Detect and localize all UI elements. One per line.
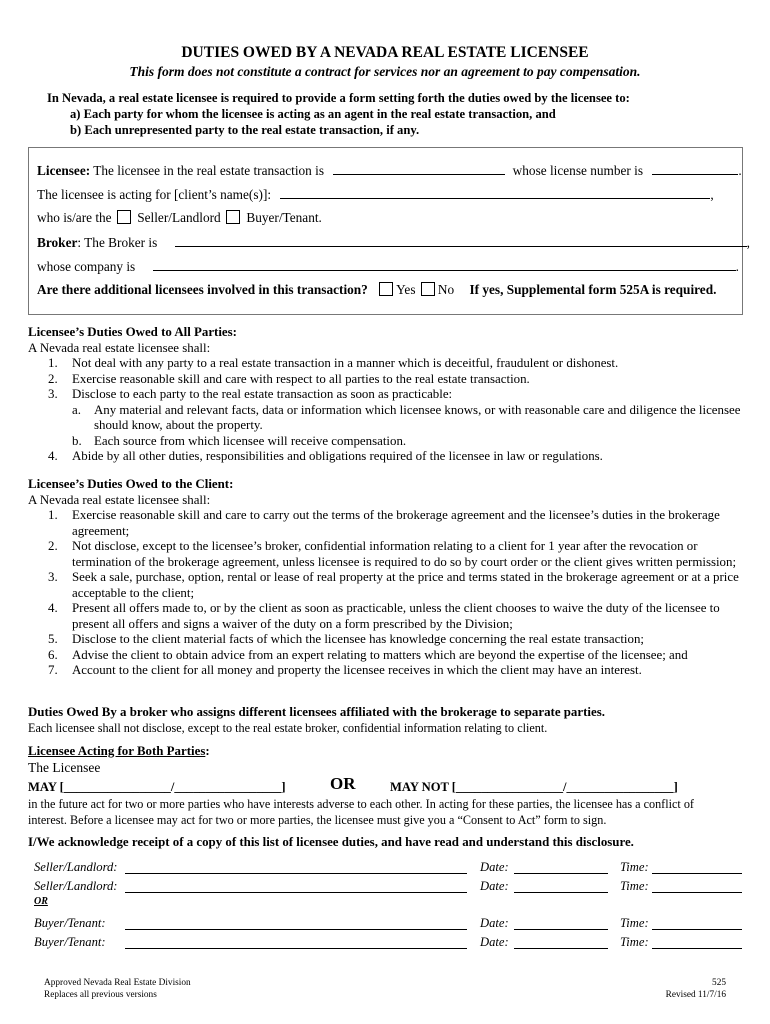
company-name-field[interactable]: [153, 258, 736, 271]
date-field[interactable]: [514, 873, 608, 874]
broker-text: : The Broker is: [77, 235, 158, 250]
date-field[interactable]: [514, 929, 608, 930]
buyer-signature-label-1: Buyer/Tenant:: [34, 916, 106, 930]
broker-row: [37, 234, 750, 251]
time-label: Time:: [620, 916, 649, 930]
seller-signature-label-1: Seller/Landlord:: [34, 860, 118, 874]
yes-label: Yes: [396, 282, 416, 297]
broker-name-field[interactable]: [175, 234, 747, 247]
licensee-text: The licensee in the real estate transaction is: [93, 163, 325, 178]
footer-replaces: Replaces all previous versions: [44, 989, 157, 1000]
may-option[interactable]: MAY [_________________/_________________]: [28, 780, 286, 794]
acting-for-text: The licensee is acting for [client’s name(s)]:: [37, 187, 272, 202]
license-number-period: .: [738, 163, 742, 178]
who-is-text: who is/are the: [37, 210, 112, 225]
time-field[interactable]: [652, 929, 742, 930]
list-item: 3. Seek a sale, purchase, option, rental or lease of real property at the price and terms stated in the brokerage agreement or at a price acceptable to the client;: [48, 570, 739, 600]
license-number-field[interactable]: [652, 162, 738, 175]
list-item: 6. Advise the client to obtain advice from an expert relating to matters which are beyond the expertise of the licensee; and: [48, 647, 688, 662]
yes-checkbox[interactable]: [379, 282, 393, 296]
no-label: No: [437, 282, 455, 297]
list-subitem: a. Any material and relevant facts, data or information which licensee knows, or with reasonable care and diligence the licensee should know, about the property.: [72, 402, 741, 432]
time-label: Time:: [620, 879, 649, 893]
or-separator: OR: [34, 896, 48, 907]
list-item: 5. Disclose to the client material facts of which the licensee has knowledge concerning the real estate transaction;: [48, 632, 644, 646]
date-label: Date:: [480, 860, 509, 874]
client-name-field[interactable]: [280, 186, 710, 199]
list-item: 7. Account to the client for all money and property the licensee receives in which the client may have an interest.: [48, 663, 642, 677]
all-parties-lead: A Nevada real estate licensee shall:: [28, 340, 211, 355]
footer-left: [44, 978, 191, 1001]
may-not-option[interactable]: MAY NOT [_________________/_________________]: [390, 780, 678, 794]
buyer-tenant-label: Buyer/Tenant.: [246, 210, 322, 225]
licensee-label: Licensee:: [37, 163, 91, 178]
revision-date: Revised 11/7/16: [665, 989, 726, 1000]
client-duties-lead: A Nevada real estate licensee shall:: [28, 492, 211, 507]
broker-duties-text: Each licensee shall not disclose, except to the real estate broker, confidential information relating to client.: [28, 720, 548, 735]
time-field[interactable]: [652, 948, 742, 949]
broker-label: Broker: [37, 235, 78, 250]
licensee-name-field[interactable]: [333, 162, 505, 175]
seller-signature-line-2[interactable]: [125, 892, 467, 893]
intro-item-a: a) Each party for whom the licensee is acting as an agent in the real estate transaction, and: [70, 107, 556, 121]
broker-duties-section: [28, 705, 748, 736]
list-subitem: b. Each source from which licensee will receive compensation.: [72, 433, 407, 448]
seller-landlord-label: Seller/Landlord: [137, 210, 221, 225]
form-subtitle: This form does not constitute a contract for services nor an agreement to pay compensation.: [129, 64, 641, 79]
may-not-row: [390, 780, 678, 795]
date-field[interactable]: [514, 892, 608, 893]
footer-approved: Approved Nevada Real Estate Division: [44, 978, 191, 988]
license-number-text: whose license number is: [512, 163, 644, 178]
seller-signature-line-1[interactable]: [125, 873, 467, 874]
acknowledgement-text: I/We acknowledge receipt of a copy of this list of licensee duties, and have read and understand this disclosure.: [28, 835, 634, 849]
client-duties-heading: Licensee’s Duties Owed to the Client:: [28, 477, 234, 491]
seller-landlord-checkbox[interactable]: [117, 210, 131, 224]
the-licensee-label: The Licensee: [28, 759, 101, 775]
company-text: whose company is: [37, 259, 136, 274]
seller-signature-label-2: Seller/Landlord:: [34, 879, 118, 893]
buyer-signature-label-2: Buyer/Tenant:: [34, 935, 106, 949]
intro-block: [47, 90, 630, 138]
time-label: Time:: [620, 935, 649, 949]
additional-licensees-row: [37, 282, 716, 298]
all-parties-section: [28, 325, 748, 465]
list-item: 1. Not deal with any party to a real estate transaction in a manner which is deceitful, fraudulent or dishonest.: [48, 356, 619, 370]
both-parties-heading: Licensee Acting for Both Parties: [28, 744, 206, 758]
date-label: Date:: [480, 916, 509, 930]
broker-duties-heading: Duties Owed By a broker who assigns different licensees affiliated with the brokerage to separate parties.: [28, 705, 605, 719]
role-row: [37, 210, 322, 226]
time-field[interactable]: [652, 892, 742, 893]
client-row: [37, 186, 714, 203]
licensee-row: [37, 162, 742, 179]
both-parties-section: Licensee Acting for Both Parties: The Licensee: [28, 744, 748, 775]
date-label: Date:: [480, 935, 509, 949]
time-field[interactable]: [652, 873, 742, 874]
company-period: .: [735, 259, 739, 274]
list-item: 2. Exercise reasonable skill and care with respect to all parties to the real estate transaction.: [48, 371, 530, 386]
time-label: Time:: [620, 860, 649, 874]
client-comma: ,: [710, 187, 714, 202]
no-checkbox[interactable]: [421, 282, 435, 296]
all-parties-heading: Licensee’s Duties Owed to All Parties:: [28, 325, 237, 339]
footer-right: [666, 978, 726, 1001]
form-title: DUTIES OWED BY A NEVADA REAL ESTATE LICENSEE: [181, 44, 589, 61]
broker-comma: ,: [746, 235, 750, 250]
conflict-text: in the future act for two or more parties who have interests adverse to each other. In acting for these parties, the licensee has a conflict of interest. Before a licensee may act for two or more parties, the licensee must give you a “Consent to Act” form to sign.: [28, 797, 694, 827]
additional-question: Are there additional licensees involved in this transaction?: [37, 282, 368, 297]
list-item: 3. Disclose to each party to the real estate transaction as soon as practicable:: [48, 387, 453, 401]
form-number: 525: [712, 978, 726, 988]
company-row: [37, 258, 739, 275]
list-item: 4. Abide by all other duties, responsibilities and obligations required of the licensee in law or regulations.: [48, 449, 603, 463]
may-options-row: [28, 780, 286, 795]
date-label: Date:: [480, 879, 509, 893]
list-item: 1. Exercise reasonable skill and care to carry out the terms of the brokerage agreement and the licensee’s duties in the brokerage agreement;: [48, 508, 720, 538]
buyer-signature-line-2[interactable]: [125, 948, 467, 949]
buyer-signature-line-1[interactable]: [125, 929, 467, 930]
buyer-tenant-checkbox[interactable]: [226, 210, 240, 224]
client-duties-section: [28, 477, 748, 679]
or-label: OR: [330, 774, 356, 793]
list-item: 2. Not disclose, except to the licensee’s broker, confidential information relating to a client for 1 year after the revocation or termination of the brokerage agreement, unless licensee is required to do so by court order or the client gives written permission;: [48, 539, 737, 569]
intro-item-b: b) Each unrepresented party to the real estate transaction, if any.: [70, 123, 420, 137]
list-item: 4. Present all offers made to, or by the client as soon as practicable, unless the client chooses to waive the duty of the licensee to present all offers and signs a waiver of the duty on a form prescribed by the Division;: [48, 601, 720, 631]
date-field[interactable]: [514, 948, 608, 949]
supplemental-note: If yes, Supplemental form 525A is required.: [469, 282, 717, 297]
intro-line: In Nevada, a real estate licensee is required to provide a form setting forth the duties owed by the licensee to:: [47, 91, 630, 105]
